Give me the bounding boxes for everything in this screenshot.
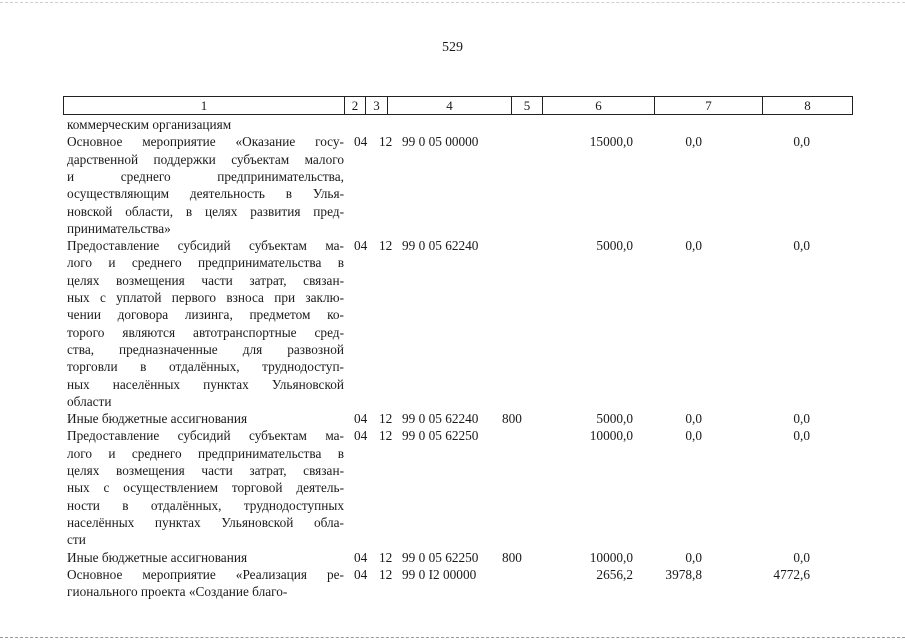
row-1-cell-c8: 0,0 (793, 134, 810, 150)
row-1-text-line: Основное мероприятие «Оказание госу- (67, 134, 344, 150)
row-2-text-line: целях возмещения части затрат, связан- (67, 272, 344, 288)
row-1-text-line: новской области, в целях развития пред- (67, 203, 344, 219)
row-1-text-line: дарственной поддержки субъектам малого (67, 151, 344, 167)
row-3-cell-c5: 800 (502, 411, 522, 427)
row-6-cell-c8: 4772,6 (773, 566, 810, 582)
row-2-text-line: торговли в отдалённых, труднодоступ- (67, 359, 344, 375)
row-6-text-line: Основное мероприятие «Реализация ре- (67, 566, 344, 582)
row-6-cell-c6: 2656,2 (596, 566, 633, 582)
header-col-5: 5 (512, 97, 543, 115)
row-0-text-line: коммерческим организациям (67, 117, 232, 132)
row-1-text-line: и среднего предпринимательства, (67, 168, 344, 184)
row-2-text-line: ных населённых пунктах Ульяновской (67, 376, 344, 392)
scan-bottom-edge (0, 635, 905, 638)
row-2-text-line: ных с уплатой первого взноса при заклю- (67, 290, 344, 305)
row-5-cell-c2: 04 (354, 549, 368, 565)
row-6-cell-c3: 12 (379, 566, 393, 582)
row-1-cell-c3: 12 (379, 134, 393, 150)
row-3-cell-c2: 04 (354, 411, 368, 427)
row-1-text-line: осуществляющим деятельность в Улья- (67, 186, 344, 202)
row-2-cell-c6: 5000,0 (596, 238, 633, 254)
row-3-cell-c8: 0,0 (793, 411, 810, 427)
row-1-cell-c6: 15000,0 (589, 134, 633, 150)
header-col-3: 3 (366, 97, 388, 115)
row-4-text-line: ных с осуществлением торговой деятель- (67, 480, 344, 496)
row-2-cell-c8: 0,0 (793, 238, 810, 254)
row-5-text-line: Иные бюджетные ассигнования (67, 549, 248, 565)
row-4-text-line: населённых пунктах Ульяновской обла- (67, 514, 344, 530)
row-3-cell-c6: 5000,0 (596, 411, 633, 427)
row-2-text-line: торого являются автотранспортные сред- (67, 324, 344, 340)
row-1-cell-c4: 99 0 05 00000 (402, 134, 479, 150)
row-4-cell-c3: 12 (379, 428, 393, 444)
row-4-text-line: сти (67, 532, 86, 548)
row-4-cell-c4: 99 0 05 62250 (402, 428, 479, 444)
row-4-cell-c6: 10000,0 (589, 428, 633, 444)
page-number: 529 (442, 40, 463, 55)
row-3-cell-c3: 12 (379, 411, 393, 427)
row-4-cell-c7: 0,0 (685, 428, 702, 444)
header-col-1: 1 (64, 97, 345, 115)
row-3-text-line: Иные бюджетные ассигнования (67, 411, 248, 427)
row-4-text-line: Предоставление субсидий субъектам ма- (67, 428, 344, 444)
row-4-cell-c8: 0,0 (793, 428, 810, 444)
row-1-text-line: принимательства» (67, 220, 171, 236)
row-2-text-line: области (67, 393, 112, 409)
row-1-cell-c7: 0,0 (685, 134, 702, 150)
header-col-2: 2 (345, 97, 366, 115)
row-2-text-line: Предоставление субсидий субъектам ма- (67, 238, 344, 254)
row-5-cell-c6: 10000,0 (589, 549, 633, 565)
row-1-cell-c2: 04 (354, 134, 368, 150)
row-5-cell-c3: 12 (379, 549, 393, 565)
row-5-cell-c8: 0,0 (793, 549, 810, 565)
row-4-text-line: целях возмещения части затрат, связан- (67, 463, 344, 478)
row-2-cell-c4: 99 0 05 62240 (402, 238, 479, 254)
row-2-text-line: лого и среднего предпринимательства в (67, 255, 344, 271)
row-3-cell-c4: 99 0 05 62240 (402, 411, 479, 427)
header-col-7: 7 (655, 97, 763, 115)
row-6-cell-c4: 99 0 I2 00000 (402, 566, 477, 582)
row-2-cell-c7: 0,0 (685, 238, 702, 254)
header-col-6: 6 (543, 97, 655, 115)
row-6-cell-c7: 3978,8 (665, 566, 702, 582)
row-4-cell-c2: 04 (354, 428, 368, 444)
row-2-cell-c2: 04 (354, 238, 368, 254)
row-5-cell-c4: 99 0 05 62250 (402, 549, 479, 565)
header-col-4: 4 (388, 97, 512, 115)
row-2-text-line: чении договора лизинга, предметом ко- (67, 307, 344, 323)
row-3-cell-c7: 0,0 (685, 411, 702, 427)
row-5-cell-c5: 800 (502, 549, 522, 565)
row-4-text-line: лого и среднего предпринимательства в (67, 445, 344, 461)
header-col-8: 8 (763, 97, 853, 115)
row-5-cell-c7: 0,0 (685, 549, 702, 565)
row-6-text-line: гионального проекта «Создание благо- (67, 584, 288, 600)
row-4-text-line: ности в отдалённых, труднодоступных (67, 497, 344, 513)
row-2-cell-c3: 12 (379, 238, 393, 254)
row-6-cell-c2: 04 (354, 566, 368, 582)
row-2-text-line: ства, предназначенные для развозной (67, 341, 344, 357)
